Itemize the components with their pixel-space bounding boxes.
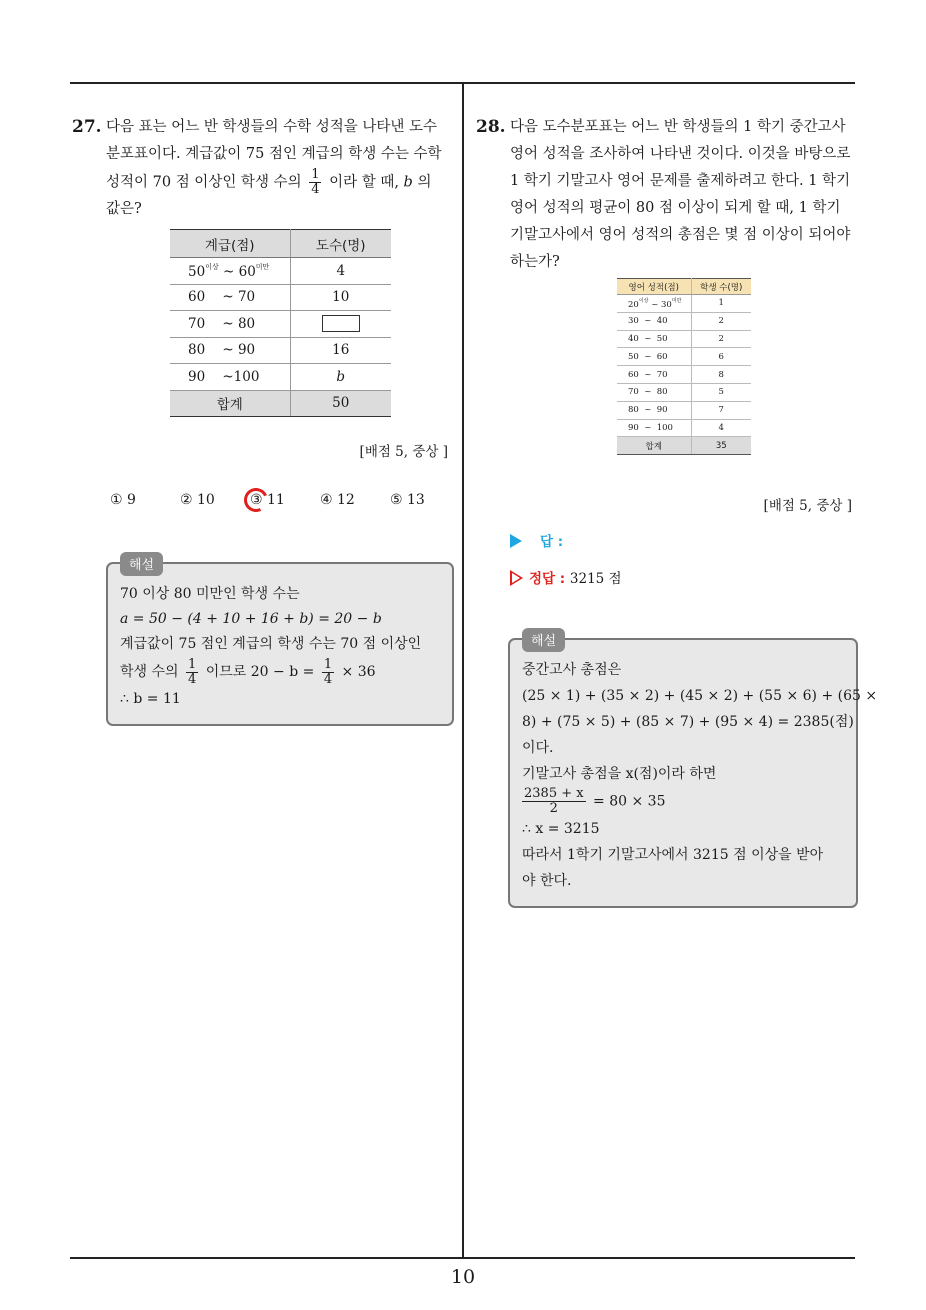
table-cell: b — [290, 364, 391, 391]
table-cell: 80 ~ 90 — [170, 337, 290, 364]
table-cell: 70 ~ 80 — [617, 383, 691, 401]
explanation-line: 계급값이 75 점인 계급의 학생 수는 70 점 이상인 — [120, 636, 422, 652]
question-27 — [72, 114, 456, 707]
question-28 — [476, 114, 878, 889]
explanation-line: ∴ b = 11 — [120, 691, 181, 707]
explanation-line: 중간고사 총점은 — [522, 662, 622, 678]
question-number: 28. — [476, 117, 506, 137]
table-cell: $20^{이상}$ ~ $30^{미만}$ — [617, 295, 691, 313]
score-label: [배점 5, 중상 ] — [359, 444, 448, 460]
table-header: 계급(점) — [170, 230, 290, 258]
fraction: $\frac{1}{4}$ — [311, 167, 320, 197]
table-row — [617, 295, 751, 313]
table-cell: 70 ~ 80 — [170, 311, 290, 338]
table-cell: 50 ~ 60 — [617, 348, 691, 366]
table-row — [617, 312, 751, 330]
score-label: [배점 5, 중상 ] — [763, 498, 852, 514]
table-total-row — [617, 437, 751, 455]
table-row — [170, 311, 391, 338]
table-cell: 60 ~ 70 — [170, 284, 290, 311]
column-divider — [462, 83, 464, 1258]
choice-4[interactable]: ④ 12 — [320, 492, 355, 508]
table-cell: 2 — [691, 312, 751, 330]
explanation-line: 70 이상 80 미만인 학생 수는 — [120, 586, 300, 602]
table-row — [617, 348, 751, 366]
explanation-line: 8) + (75 × 5) + (85 × 7) + (95 × 4) = 2385(점) — [522, 714, 854, 730]
blank-box — [322, 315, 360, 332]
table-header: 영어 성적(점) — [617, 279, 691, 295]
explanation-line: (25 × 1) + (35 × 2) + (45 × 2) + (55 × 6) + (65 × — [522, 688, 878, 704]
table-cell: 합계 — [617, 437, 691, 455]
table-cell: 10 — [290, 284, 391, 311]
question-line: 영어 성적의 평균이 80 점 이상이 되게 할 때, 1 학기 — [510, 200, 841, 216]
table-row — [617, 330, 751, 348]
table-row — [617, 366, 751, 384]
table-cell: 35 — [691, 437, 751, 455]
choice-3[interactable]: ③ 11 — [250, 492, 285, 508]
table-row — [170, 364, 391, 391]
table-cell: 7 — [691, 401, 751, 419]
table-row — [617, 419, 751, 437]
question-line: 다음 표는 어느 반 학생들의 수학 성적을 나타낸 도수 — [106, 119, 438, 135]
question-28-text — [476, 114, 860, 276]
table-cell: 4 — [290, 258, 391, 285]
table-cell: 8 — [691, 366, 751, 384]
frequency-table — [170, 229, 391, 417]
question-line: 분포표이다. 계급값이 75 점인 계급의 학생 수는 수학 — [106, 146, 442, 162]
question-number: 27. — [72, 117, 102, 137]
explanation-line: 야 한다. — [522, 873, 572, 889]
correct-answer-line: 정답 : 3215 점 — [510, 567, 622, 587]
question-line: 값은? — [106, 201, 142, 217]
question-line: 영어 성적을 조사하여 나타낸 것이다. 이것을 바탕으로 — [510, 146, 851, 162]
table-cell: 50 — [290, 390, 391, 417]
frequency-table — [617, 278, 751, 455]
table-header-row — [617, 279, 751, 295]
table-cell: 90 ~100 — [170, 364, 290, 391]
table-cell: 60 ~ 70 — [617, 366, 691, 384]
answer-line: 답 : — [510, 530, 563, 550]
table-header: 도수(명) — [290, 230, 391, 258]
explanation-line: a = 50 − (4 + 10 + 16 + b) = 20 − b — [120, 611, 382, 627]
table-cell: 40 ~ 50 — [617, 330, 691, 348]
table-total-row — [170, 390, 391, 417]
table-cell — [290, 311, 391, 338]
table-cell: 1 — [691, 295, 751, 313]
table-cell: 30 ~ 40 — [617, 312, 691, 330]
table-row — [170, 258, 391, 285]
table-row — [617, 383, 751, 401]
table-row — [170, 284, 391, 311]
choice-5[interactable]: ⑤ 13 — [390, 492, 425, 508]
triangle-arrow-icon — [510, 534, 522, 548]
explanation-line: ∴ x = 3215 — [522, 821, 600, 837]
explanation-line: $\frac{2385 + x}{2}$ = 80 × 35 — [524, 786, 666, 816]
table-cell: 80 ~ 90 — [617, 401, 691, 419]
selected-circle-mark — [241, 485, 272, 516]
question-line: 하는가? — [510, 254, 560, 270]
explanation-line: 이다. — [522, 740, 554, 756]
bottom-rule — [70, 1257, 855, 1259]
correct-answer-value: 3215 점 — [569, 571, 622, 587]
choice-1[interactable]: ① 9 — [110, 492, 136, 508]
explanation-line: 따라서 1학기 기말고사에서 3215 점 이상을 받아 — [522, 847, 824, 863]
table-header: 학생 수(명) — [691, 279, 751, 295]
table-row — [617, 401, 751, 419]
explanation-box — [106, 558, 454, 726]
table-cell: 90 ~ 100 — [617, 419, 691, 437]
explanation-line: 학생 수의 $\frac{1}{4}$ 이므로 20 − b = $\frac{1}{4}$ × 36 — [120, 656, 376, 687]
question-line: 기말고사에서 영어 성적의 총점은 몇 점 이상이 되어야 — [510, 227, 851, 243]
question-27-text — [72, 114, 456, 221]
table-row — [170, 337, 391, 364]
outline-triangle-icon — [510, 570, 523, 586]
question-line: 1 학기 기말고사 영어 문제를 출제하려고 한다. 1 학기 — [510, 173, 851, 189]
table-cell: $50^{이상}$ ~ $60^{미만}$ — [170, 258, 290, 285]
explanation-box — [508, 634, 878, 908]
table-header-row — [170, 230, 391, 258]
table-cell: 4 — [691, 419, 751, 437]
explanation-tab: 해설 — [522, 628, 565, 652]
table-cell: 5 — [691, 383, 751, 401]
explanation-line: 기말고사 총점을 x(점)이라 하면 — [522, 766, 717, 782]
question-line: 성적이 70 점 이상인 학생 수의 $\frac{1}{4}$ 이라 할 때, b 의 — [106, 167, 432, 197]
question-line: 다음 도수분포표는 어느 반 학생들의 1 학기 중간고사 — [510, 119, 846, 135]
table-cell: 2 — [691, 330, 751, 348]
choice-2[interactable]: ② 10 — [180, 492, 215, 508]
table-cell: 16 — [290, 337, 391, 364]
table-cell: 6 — [691, 348, 751, 366]
page-number: 10 — [450, 1266, 476, 1288]
table-cell: 합계 — [170, 390, 290, 417]
explanation-tab: 해설 — [120, 552, 163, 576]
